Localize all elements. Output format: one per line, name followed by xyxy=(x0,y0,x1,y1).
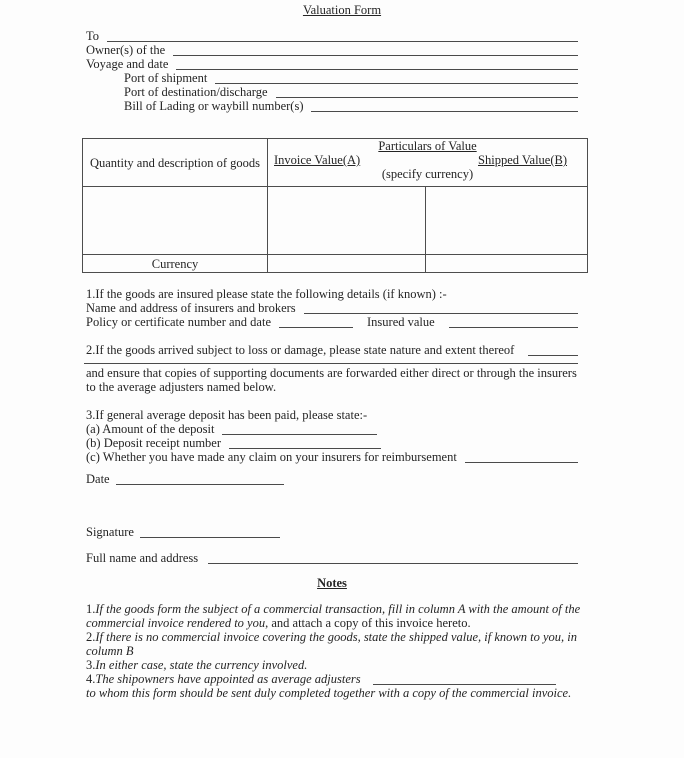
fill-in-line-to[interactable] xyxy=(107,35,578,42)
fill-in-line-voyage[interactable] xyxy=(176,63,578,70)
note-1-roman-text: , and attach a copy of this invoice hereto. xyxy=(265,616,471,630)
section-insured-details xyxy=(86,287,578,329)
note-3-italic-text: In either case, state the currency involved. xyxy=(95,658,308,672)
policy-number-label: Policy or certificate number and date xyxy=(86,315,271,329)
field-label-to: To xyxy=(86,29,100,43)
field-label-voyage: Voyage and date xyxy=(86,57,169,71)
fill-in-line-insured-value[interactable] xyxy=(449,321,578,328)
invoice-value-entry-cell[interactable] xyxy=(268,187,426,255)
shipped-currency-entry-cell[interactable] xyxy=(426,255,588,273)
loss-damage-row xyxy=(86,343,578,357)
section2-text-line3: to the average adjusters named below. xyxy=(86,380,277,394)
note-4-italic-text: The shipowners have appointed as average adjusters xyxy=(95,672,361,686)
field-row-bill-of-lading xyxy=(86,99,578,113)
deposit-receipt-label: (b) Deposit receipt number xyxy=(86,436,222,450)
field-label-owners: Owner(s) of the xyxy=(86,43,166,57)
claim-reimbursement-label: (c) Whether you have made any claim on your insurers for reimbursement xyxy=(86,450,457,464)
note-1-italic-text: If the goods form the subject of a commercial transaction, fill in column A with the amount of the commercial invoice rendered to you xyxy=(86,602,581,630)
insurers-brokers-row xyxy=(86,301,578,315)
fill-in-line-port-shipment[interactable] xyxy=(215,77,578,84)
note-4-text xyxy=(86,672,361,686)
deposit-receipt-row xyxy=(86,436,578,450)
field-label-bill-of-lading: Bill of Lading or waybill number(s) xyxy=(124,99,304,113)
fill-in-line-insurers-brokers[interactable] xyxy=(304,307,578,314)
date-row xyxy=(86,472,578,486)
note-4 xyxy=(86,672,583,686)
invoice-value-header: Invoice Value(A) xyxy=(274,153,361,167)
fill-in-line-loss-damage[interactable] xyxy=(528,349,578,356)
note-3-number: 3. xyxy=(86,658,96,672)
fill-in-line-deposit-receipt[interactable] xyxy=(229,442,381,449)
qty-description-header: Quantity and description of goods xyxy=(89,155,261,170)
currency-label-cell xyxy=(83,255,268,273)
particulars-header-cell xyxy=(268,139,588,187)
insurers-brokers-label: Name and address of insurers and brokers xyxy=(86,301,296,315)
field-row-owners xyxy=(86,43,578,57)
notes-heading: Notes xyxy=(317,576,347,590)
note-2 xyxy=(86,630,583,658)
note-4-number: 4. xyxy=(86,672,96,686)
signature-label: Signature xyxy=(86,525,134,539)
section-loss-damage xyxy=(86,343,578,394)
fullname-label: Full name and address xyxy=(86,551,199,565)
note-1-number: 1. xyxy=(86,602,96,616)
header-fields xyxy=(86,29,578,113)
fill-in-line-loss-damage-continued[interactable] xyxy=(84,357,578,364)
qty-description-entry-cell[interactable] xyxy=(83,187,268,255)
section3-intro: 3.If general average deposit has been paid, please state:- xyxy=(86,408,368,422)
note-5 xyxy=(86,686,583,700)
specify-currency-note: (specify currency) xyxy=(381,167,474,181)
fill-in-line-port-destination[interactable] xyxy=(276,91,579,98)
field-row-to xyxy=(86,29,578,43)
qty-description-header-cell xyxy=(83,139,268,187)
fill-in-line-signature[interactable] xyxy=(140,531,280,538)
note-2-italic-text: If there is no commercial invoice covering the goods, state the shipped value, if known to you, in column B xyxy=(86,630,577,658)
deposit-amount-row xyxy=(86,422,578,436)
particulars-of-value-header: Particulars of Value xyxy=(378,139,477,153)
value-column-headers xyxy=(268,153,587,167)
note-3 xyxy=(86,658,583,672)
field-row-port-shipment xyxy=(86,71,578,85)
fullname-row xyxy=(86,551,578,565)
shipped-value-header: Shipped Value(B) xyxy=(478,153,568,167)
insured-value-label: Insured value xyxy=(367,315,435,329)
field-row-port-destination xyxy=(86,85,578,99)
signature-row xyxy=(86,525,578,539)
claim-reimbursement-row xyxy=(86,450,578,464)
fill-in-line-deposit-amount[interactable] xyxy=(222,428,377,435)
note-2-number: 2. xyxy=(86,630,96,644)
section1-intro: 1.If the goods are insured please state the following details (if known) :- xyxy=(86,287,447,301)
shipped-value-entry-cell[interactable] xyxy=(426,187,588,255)
table-currency-row xyxy=(83,255,588,273)
fill-in-line-date[interactable] xyxy=(116,478,284,485)
page-title: Valuation Form xyxy=(302,3,382,17)
table-entry-row xyxy=(83,187,588,255)
section-general-average xyxy=(86,408,578,464)
goods-value-table xyxy=(82,138,588,273)
fill-in-line-owners[interactable] xyxy=(173,49,578,56)
table-header-row xyxy=(83,139,588,187)
fill-in-line-bill-of-lading[interactable] xyxy=(311,105,578,112)
date-label: Date xyxy=(86,472,110,486)
section2-text-line2: and ensure that copies of supporting documents are forwarded either direct or through the insurers xyxy=(86,366,577,380)
field-row-voyage xyxy=(86,57,578,71)
fill-in-line-fullname[interactable] xyxy=(208,557,578,564)
fill-in-line-average-adjusters[interactable] xyxy=(373,678,556,685)
invoice-currency-entry-cell[interactable] xyxy=(268,255,426,273)
policy-insured-row xyxy=(86,315,578,329)
notes-section xyxy=(86,602,583,700)
form-content xyxy=(86,29,581,700)
note-5-italic-text: to whom this form should be sent duly completed together with a copy of the commercial invoice. xyxy=(86,686,572,700)
section2-intro: 2.If the goods arrived subject to loss or damage, please state nature and extent thereof xyxy=(86,343,515,357)
field-label-port-destination: Port of destination/discharge xyxy=(124,85,268,99)
note-1 xyxy=(86,602,583,630)
fill-in-line-claim-reimbursement[interactable] xyxy=(465,456,578,463)
fill-in-line-policy-number[interactable] xyxy=(279,321,353,328)
currency-label: Currency xyxy=(151,256,199,271)
field-label-port-shipment: Port of shipment xyxy=(124,71,208,85)
deposit-amount-label: (a) Amount of the deposit xyxy=(86,422,215,436)
